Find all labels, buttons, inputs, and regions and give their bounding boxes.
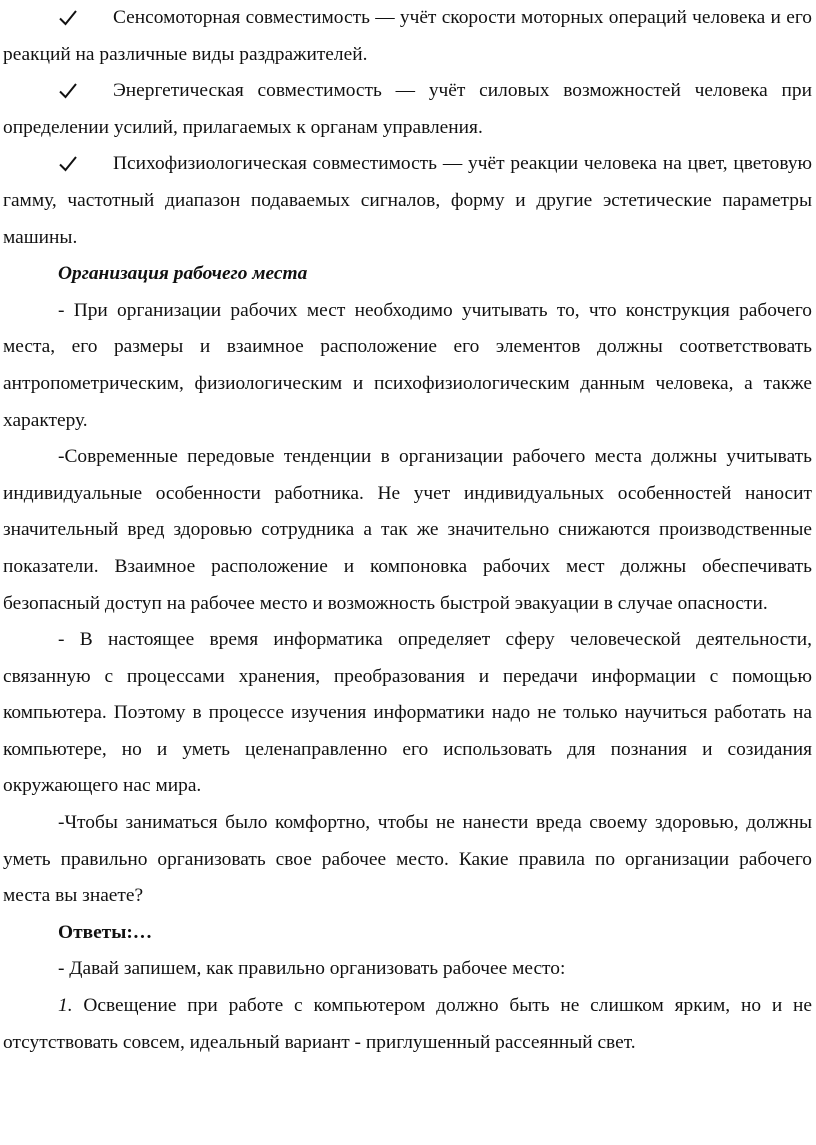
paragraph: -Чтобы заниматься было комфортно, чтобы не нанести вреда своему здоровью, должны уметь правильно организовать свое рабочее место. Какие правила по организации рабочего места вы знаете? (3, 812, 812, 907)
bullet-text: Психофизиологическая совместимость — учёт реакции человека на цвет, цветовую гамму, частотный диапазон подаваемых сигналов, форму и другие эстетические параметры машины. (3, 153, 812, 248)
item-text: Освещение при работе с компьютером должно быть не слишком ярким, но и не отсутствовать совсем, идеальный вариант - приглушенный рассеянный свет. (3, 995, 812, 1053)
bullet-text: Энергетическая совместимость — учёт силовых возможностей человека при определении усилий, прилагаемых к органам управления. (3, 80, 812, 138)
bullet-item-psychophysiological (3, 146, 812, 256)
bullet-item-sensorimotor (3, 0, 812, 73)
bullet-text: Сенсомоторная совместимость — учёт скорости моторных операций человека и его реакций на различные виды раздражителей. (3, 7, 812, 65)
checkmark-icon (58, 0, 80, 36)
paragraph: - При организации рабочих мест необходимо учитывать то, что конструкция рабочего места, его размеры и взаимное расположение его элементов должны соответствовать антропометрическим, физиологическим и психофизиологическим данным человека, а также характеру. (3, 299, 812, 431)
intro-line: - Давай запишем, как правильно организовать рабочее место: (58, 958, 566, 980)
paragraph: -Современные передовые тенденции в организации рабочего места должны учитывать индивидуальные особенности работника. Не учет индивидуальных особенностей наносит значительный вред здоровью сотрудника а так же значительно снижаются производственные показатели. Взаимное расположение и компоновка рабочих мест должны обеспечивать безопасный доступ на рабочее место и возможность быстрой эвакуации в случае опасности. (3, 446, 812, 614)
item-number: 1. (58, 995, 73, 1017)
checkmark-icon (58, 146, 80, 182)
section-heading: Организация рабочего места (58, 263, 308, 285)
answers-heading: Ответы:… (58, 921, 153, 943)
checkmark-icon (58, 73, 80, 109)
bullet-item-energy (3, 73, 812, 146)
paragraph: - В настоящее время информатика определяет сферу человеческой деятельности, связанную с процессами хранения, преобразования и передачи информации с помощью компьютера. Поэтому в процессе изучения информатики надо не только научиться работать на компьютере, но и уметь целенаправленно его использовать для познания и созидания окружающего нас мира. (3, 629, 812, 797)
numbered-item (3, 988, 812, 1061)
